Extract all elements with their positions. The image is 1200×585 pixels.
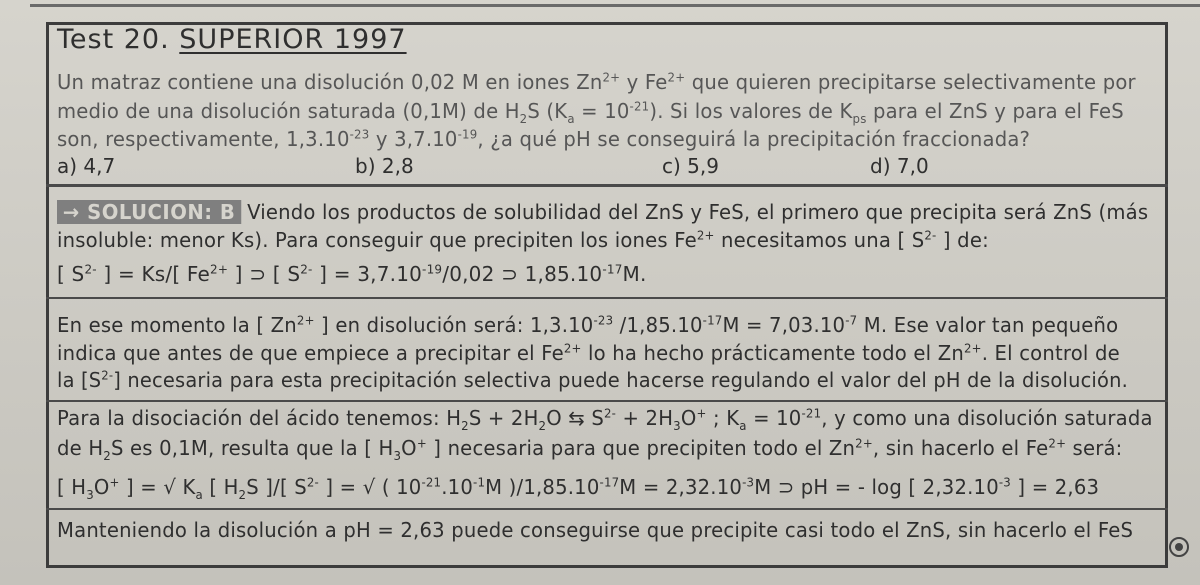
page-marker-icon (1168, 536, 1190, 558)
solution-conclusion: Manteniendo la disolución a pH = 2,63 puede conseguirse que precipite casi todo el ZnS, sin hacerlo el FeS (57, 518, 1134, 542)
exam-name: SUPERIOR 1997 (179, 24, 407, 55)
solution-badge: → SOLUCION: B (57, 200, 241, 224)
solution-line-5: la $[S^{2-}]$ necesaria para esta precipitación selectiva puede hacerse regulando el valor del pH de la disolución. (57, 368, 1128, 392)
test-number: Test 20. (57, 24, 170, 55)
option-b: b) 2,8 (355, 154, 414, 178)
solution-line-7: de $H_2S$ es 0,1M, resulta que la [ $H_3O^+$ ] necesaria para que precipiten todo el $Zn^{2+}$, sin hacerlo el $Fe^{2+}$ será: (57, 436, 1123, 463)
option-c: c) 5,9 (662, 154, 719, 178)
equation-2: [ $H_3O^+$ ] = √ $K_a$ [ $H_2S$ ]/[ $S^{2-}$ ] = √ ( $10^{-21}.10^{-1}M$ )$/1,85.10^{-17}M = 2,32.10^{-3}M$ ⊃ pH = - log [ $2,32.10^{-3}$ ] = 2,63 (57, 475, 1100, 502)
solution-line-4: indica que antes de que empiece a precipitar el $Fe^{2+}$ lo ha hecho prácticamente todo el $Zn^{2+}$. El control de (57, 341, 1120, 365)
divider-3 (46, 400, 1168, 402)
question-line-1: Un matraz contiene una disolución 0,02 M en iones $Zn^{2+}$ y $Fe^{2+}$ que quieren precipitarse selectivamente por (57, 70, 1136, 94)
solution-line-2: insoluble: menor Ks). Para conseguir que precipiten los iones $Fe^{2+}$ necesitamos una [ $S^{2-}$ ] de: (57, 228, 989, 252)
solution-line-6: Para la disociación del ácido tenemos: $H_2S + 2H_2O$ ⇆ $S^{2-} + 2H_3O^+$ ; $K_a = 10^{-21}$, y como una disolución saturada (57, 406, 1153, 433)
top-rule (30, 4, 1200, 7)
solution-line-3: En ese momento la [ $Zn^{2+}$ ] en disolución será: $1,3.10^{-23}$ $/1,85.10^{-17}M = 7,03.10^{-7}$ M. Ese valor tan pequeño (57, 313, 1119, 337)
divider-4 (46, 508, 1168, 510)
option-d: d) 7,0 (870, 154, 929, 178)
question-line-2: medio de una disolución saturada (0,1M) de $H_2S$ $(K_a = 10^{-21})$. Si los valores de $K_{ps}$ para el ZnS y para el FeS (57, 99, 1124, 126)
equation-1: [ $S^{2-}$ ] = Ks/[ $Fe^{2+}$ ] ⊃ [ $S^{2-}$ ] = $3,7.10^{-19}/0,02$ ⊃ $1,85.10^{-17}M$. (57, 262, 647, 286)
section-divider (46, 184, 1168, 187)
option-a: a) 4,7 (57, 154, 116, 178)
solution-line-1: → SOLUCION: B Viendo los productos de solubilidad del ZnS y FeS, el primero que precipita será ZnS (más (57, 200, 1148, 224)
question-line-3: son, respectivamente, $1,3.10^{-23}$ y $3,7.10^{-19}$, ¿a qué pH se conseguirá la precipitación fraccionada? (57, 127, 1031, 151)
page-title (57, 24, 407, 55)
divider-2 (46, 297, 1168, 299)
